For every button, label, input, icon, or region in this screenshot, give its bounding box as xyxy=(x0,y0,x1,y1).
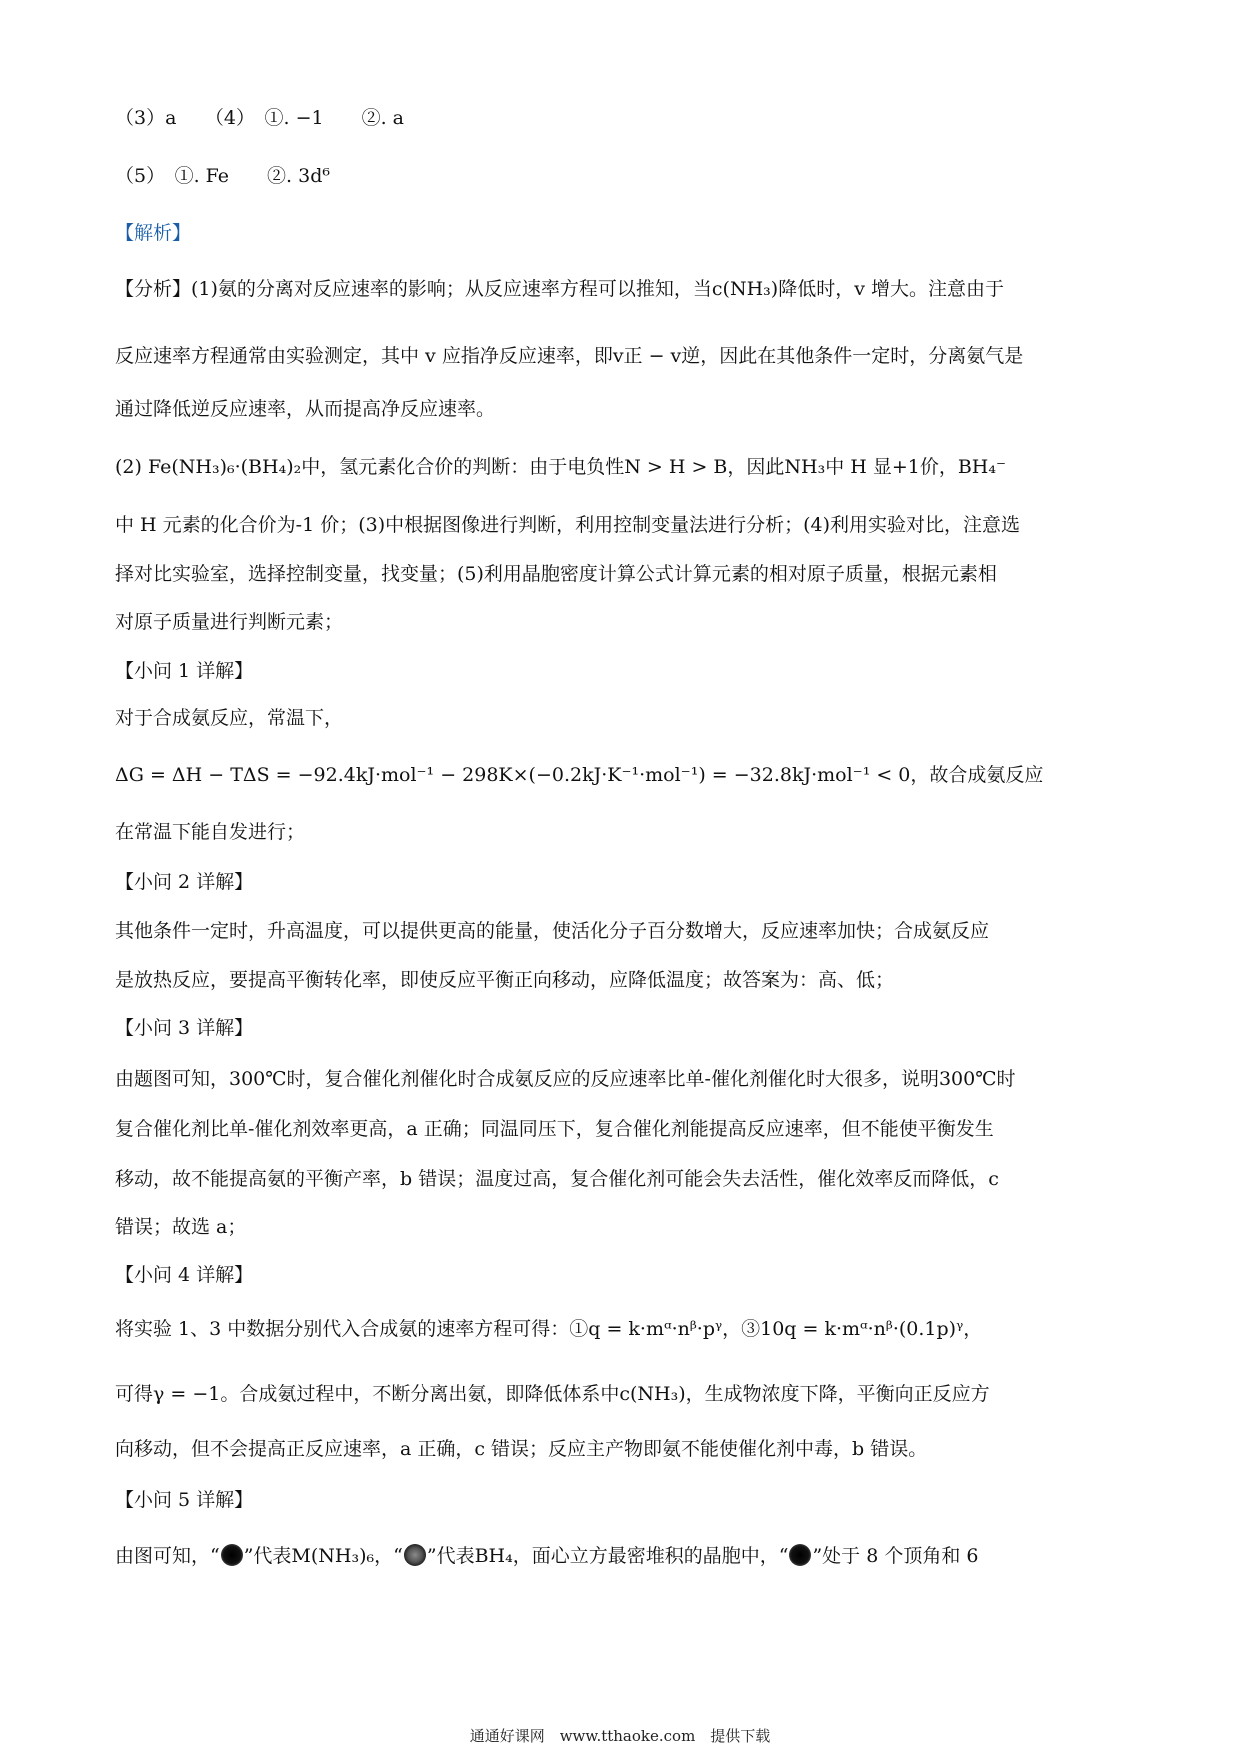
q5-text-4: ”处于 8 个顶角和 6 xyxy=(812,1545,979,1567)
q5-line xyxy=(115,1544,978,1569)
q4-line: 向移动，但不会提高正反应速率，a 正确，c 错误；反应主产物即氨不能使催化剂中毒，b 错误。 xyxy=(115,1438,928,1460)
answer-line-1: （3）a （4） ①. −1 ②. a xyxy=(115,107,404,129)
q3-line: 移动，故不能提高氨的平衡产率，b 错误；温度过高，复合催化剂可能会失去活性，催化效率反而降低，c xyxy=(115,1168,999,1190)
answer-line-2: （5） ①. Fe ②. 3d⁶ xyxy=(115,165,331,187)
q5-text-1: 由图可知，“ xyxy=(115,1545,220,1567)
analysis-line: (2) Fe(NH₃)₆·(BH₄)₂中，氢元素化合价的判断：由于电负性N > H > B，因此NH₃中 H 显+1价，BH₄⁻ xyxy=(115,456,1007,478)
q3-line: 复合催化剂比单-催化剂效率更高，a 正确；同温同压下，复合催化剂能提高反应速率，但不能使平衡发生 xyxy=(115,1118,994,1140)
q1-heading: 【小问 1 详解】 xyxy=(115,660,254,682)
analysis-line: 中 H 元素的化合价为-1 价；(3)中根据图像进行判断，利用控制变量法进行分析；(4)利用实验对比，注意选 xyxy=(115,514,1021,536)
analysis-line: 反应速率方程通常由实验测定，其中 v 应指净反应速率，即v正 − v逆，因此在其他条件一定时，分离氨气是 xyxy=(115,345,1024,367)
page-footer: 通通好课网 www.tthaoke.com 提供下载 xyxy=(469,1727,771,1745)
analysis-line: 对原子质量进行判断元素； xyxy=(115,611,344,633)
q3-line: 错误；故选 a； xyxy=(115,1216,247,1238)
analysis-line: 【分析】(1)氨的分离对反应速率的影响；从反应速率方程可以推知，当c(NH₃)降低时，v 增大。注意由于 xyxy=(115,278,1004,300)
q1-line: 对于合成氨反应，常温下， xyxy=(115,707,344,729)
q4-line: 可得γ = −1。合成氨过程中，不断分离出氨，即降低体系中c(NH₃)，生成物浓度下降，平衡向正反应方 xyxy=(115,1383,990,1405)
grey-sphere-icon xyxy=(404,1544,426,1566)
q1-line: 在常温下能自发进行； xyxy=(115,821,306,843)
analysis-line: 择对比实验室，选择控制变量，找变量；(5)利用晶胞密度计算公式计算元素的相对原子质量，根据元素相 xyxy=(115,563,997,585)
black-sphere-icon xyxy=(789,1544,811,1566)
q1-equation: ΔG = ΔH − TΔS = −92.4kJ·mol⁻¹ − 298K×(−0.2kJ·K⁻¹·mol⁻¹) = −32.8kJ·mol⁻¹ < 0，故合成氨反应 xyxy=(115,764,1044,786)
q4-line: 将实验 1、3 中数据分别代入合成氨的速率方程可得：①q = k·mᵅ·nᵝ·pᵞ，③10q = k·mᵅ·nᵝ·(0.1p)ᵞ， xyxy=(115,1318,983,1340)
q2-heading: 【小问 2 详解】 xyxy=(115,871,254,893)
q5-heading: 【小问 5 详解】 xyxy=(115,1489,254,1511)
q2-line: 其他条件一定时，升高温度，可以提供更高的能量，使活化分子百分数增大，反应速率加快；合成氨反应 xyxy=(115,920,990,942)
q3-line: 由题图可知，300℃时，复合催化剂催化时合成氨反应的反应速率比单-催化剂催化时大很多，说明300℃时 xyxy=(115,1068,1016,1090)
q2-line: 是放热反应，要提高平衡转化率，即使反应平衡正向移动，应降低温度；故答案为：高、低； xyxy=(115,969,895,991)
analysis-line: 通过降低逆反应速率，从而提高净反应速率。 xyxy=(115,398,496,420)
q5-text-3: ”代表BH₄，面心立方最密堆积的晶胞中，“ xyxy=(426,1545,789,1567)
q3-heading: 【小问 3 详解】 xyxy=(115,1017,254,1039)
q5-text-2: ”代表M(NH₃)₆，“ xyxy=(243,1545,403,1567)
black-sphere-icon xyxy=(221,1544,243,1566)
analysis-heading: 【解析】 xyxy=(115,222,192,244)
q4-heading: 【小问 4 详解】 xyxy=(115,1264,254,1286)
